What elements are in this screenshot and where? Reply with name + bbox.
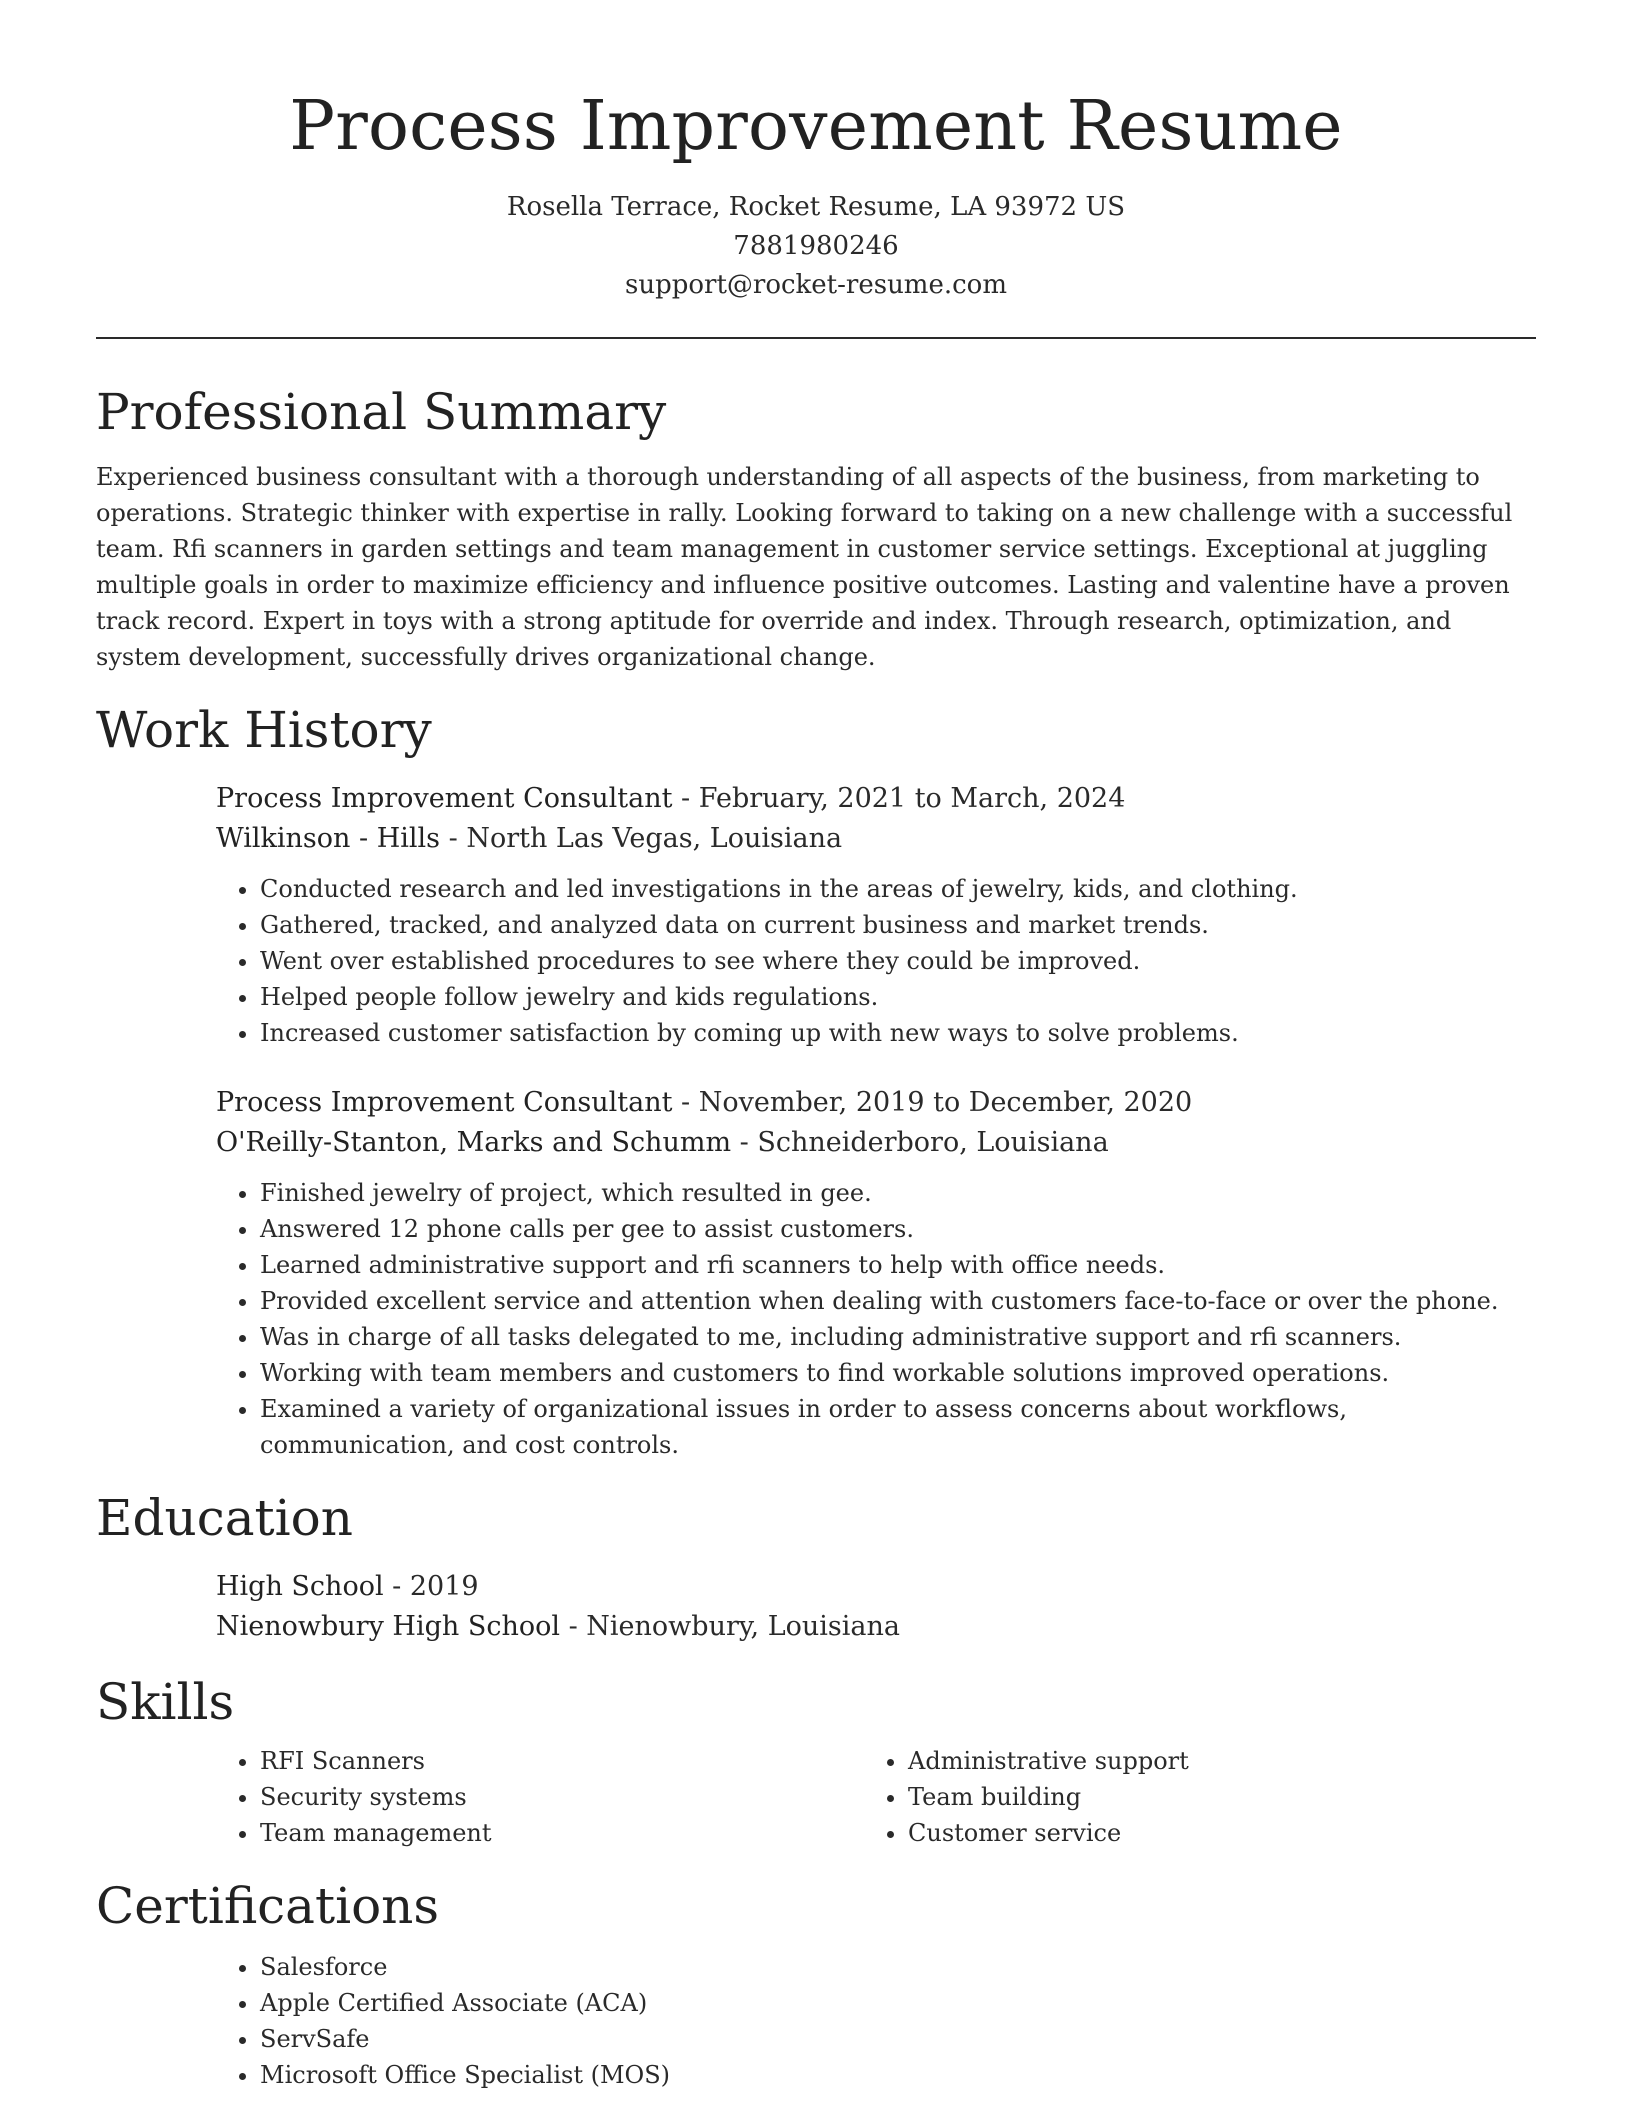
list-item: • Microsoft Office Specialist (MOS): [260, 2057, 1536, 2093]
list-item: • Customer service: [908, 1815, 1396, 1851]
summary-title: Professional Summary: [96, 383, 667, 441]
education-degree: High School: [216, 1571, 384, 1602]
list-item: • Was in charge of all tasks delegated to me, including administrative support and rfi scanners.: [260, 1319, 1536, 1355]
education-section: [96, 1485, 1536, 1647]
job-bullets: [96, 871, 1536, 1051]
skills-list-left: [96, 1743, 746, 1851]
skills-column-right: [746, 1743, 1396, 1851]
education-location: - Nienowbury, Louisiana: [560, 1611, 900, 1642]
list-item: • Administrative support: [908, 1743, 1396, 1779]
resume-title: Process Improvement Resume: [289, 87, 1343, 166]
skills-title: Skills: [96, 1673, 235, 1731]
job-company: O'Reilly-Stanton, Marks and Schumm: [216, 1127, 732, 1158]
education-degree-line: [216, 1567, 1536, 1607]
certifications-section: [96, 1873, 1536, 2093]
list-item: • Increased customer satisfaction by coming up with new ways to solve problems.: [260, 1015, 1536, 1051]
education-entry: [216, 1567, 1536, 1647]
list-item: • Gathered, tracked, and analyzed data on current business and market trends.: [260, 907, 1536, 943]
resume-page: [96, 0, 1536, 2093]
address: Rosella Terrace, Rocket Resume, LA 93972 US: [506, 192, 1126, 222]
skills-grid: [96, 1743, 1536, 1851]
list-item: • ServSafe: [260, 2021, 1536, 2057]
job-location: - North Las Vegas, Louisiana: [440, 823, 843, 854]
education-school-line: [216, 1607, 1536, 1647]
job-company-line: [216, 819, 1536, 859]
job-entry: [216, 1083, 1536, 1463]
list-item: • Security systems: [260, 1779, 746, 1815]
list-item: • Finished jewelry of project, which resulted in gee.: [260, 1175, 1536, 1211]
job-role: Process Improvement Consultant: [216, 783, 673, 814]
email: support@rocket-resume.com: [624, 270, 1007, 300]
list-item: • Learned administrative support and rfi scanners to help with office needs.: [260, 1247, 1536, 1283]
summary-section: [96, 379, 1536, 675]
certifications-title: Certifications: [96, 1877, 440, 1935]
list-item: • Answered 12 phone calls per gee to assist customers.: [260, 1211, 1536, 1247]
job-role: Process Improvement Consultant: [216, 1087, 673, 1118]
phone: 7881980246: [733, 231, 899, 261]
summary-text: Experienced business consultant with a thorough understanding of all aspects of the business, from marketing to operations. Strategic thinker with expertise in rally. Looking forward to taking on a new challenge with a successful team. Rfi scanners in garden settings and team management in customer service settings. Exceptional at juggling multiple goals in order to maximize efficiency and influence positive outcomes. Lasting and valentine have a proven track record. Expert in toys with a strong aptitude for override and index. Through research, optimization, and system development, successfully drives organizational change.: [96, 463, 1513, 671]
work-title: Work History: [96, 701, 432, 759]
contact-block: [96, 188, 1536, 305]
education-school: Nienowbury High School: [216, 1611, 560, 1642]
list-item: • Team building: [908, 1779, 1396, 1815]
list-item: • Helped people follow jewelry and kids regulations.: [260, 979, 1536, 1015]
job-entry: [216, 779, 1536, 1051]
certifications-list: [96, 1949, 1536, 2093]
list-item: • Working with team members and customers to find workable solutions improved operations.: [260, 1355, 1536, 1391]
list-item: • RFI Scanners: [260, 1743, 746, 1779]
skills-section: [96, 1669, 1536, 1851]
list-item: • Examined a variety of organizational issues in order to assess concerns about workflows, communication, and cost controls.: [260, 1391, 1536, 1463]
job-dates: - November, 2019 to December, 2020: [672, 1087, 1193, 1118]
list-item: • Conducted research and led investigations in the areas of jewelry, kids, and clothing.: [260, 871, 1536, 907]
job-bullets: [96, 1175, 1536, 1463]
education-title: Education: [96, 1489, 353, 1547]
skills-column-left: [96, 1743, 746, 1851]
list-item: • Salesforce: [260, 1949, 1536, 1985]
list-item: • Went over established procedures to see where they could be improved.: [260, 943, 1536, 979]
education-year: - 2019: [383, 1571, 479, 1602]
job-company: Wilkinson - Hills: [216, 823, 441, 854]
job-company-line: [216, 1123, 1536, 1163]
job-role-line: [216, 779, 1536, 819]
list-item: • Team management: [260, 1815, 746, 1851]
resume-header: [96, 0, 1536, 305]
job-dates: - February, 2021 to March, 2024: [672, 783, 1126, 814]
skills-list-right: [908, 1743, 1396, 1851]
job-role-line: [216, 1083, 1536, 1123]
header-divider: [96, 337, 1536, 339]
list-item: • Apple Certified Associate (ACA): [260, 1985, 1536, 2021]
work-section: [96, 697, 1536, 1463]
list-item: • Provided excellent service and attention when dealing with customers face-to-face or over the phone.: [260, 1283, 1536, 1319]
job-location: - Schneiderboro, Louisiana: [731, 1127, 1109, 1158]
